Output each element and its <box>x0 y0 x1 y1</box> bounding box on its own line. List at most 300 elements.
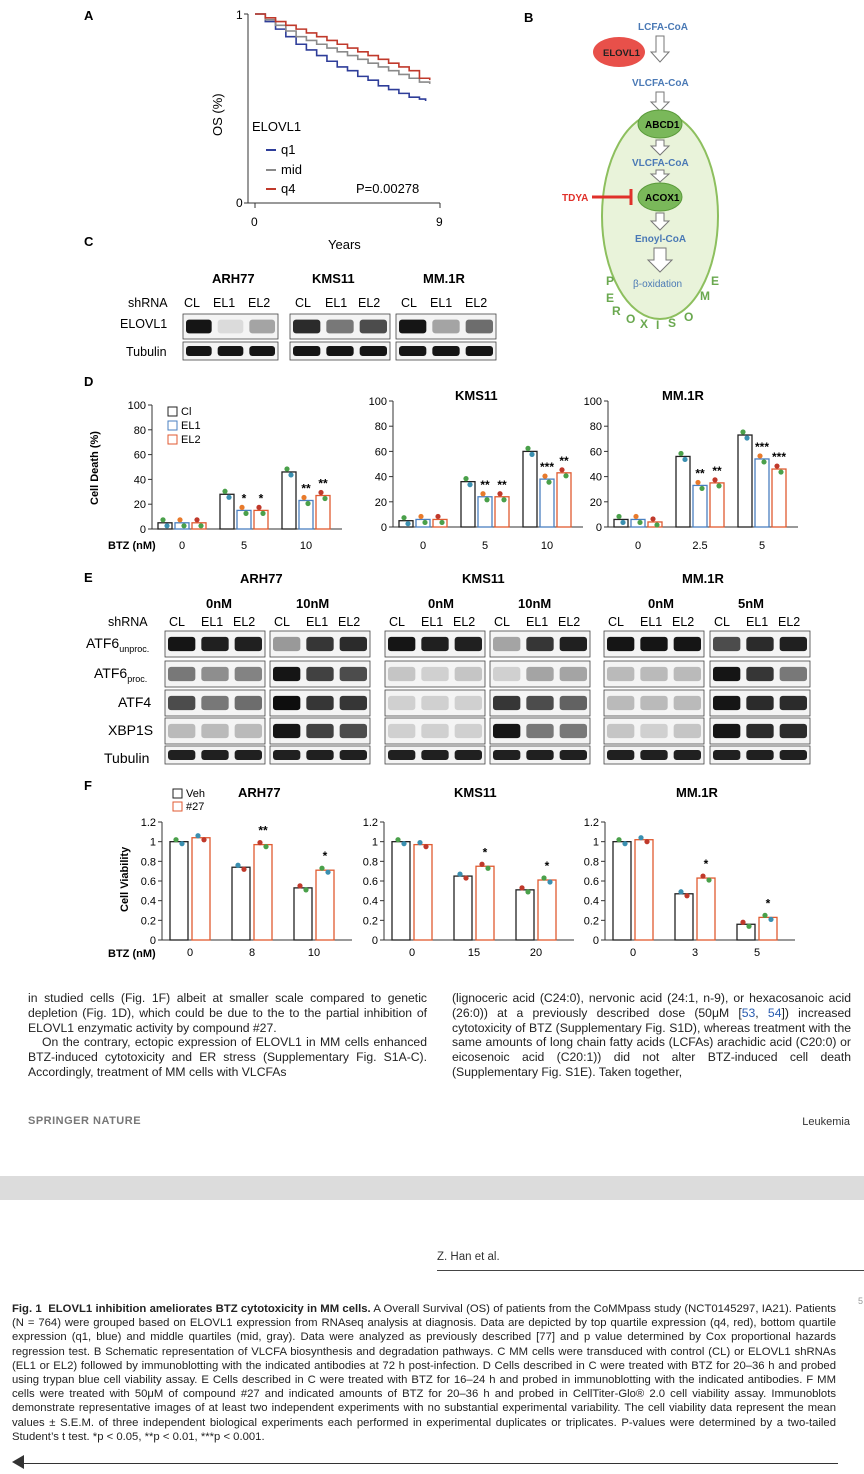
panel-label-d: D <box>84 374 94 389</box>
caption-label: Fig. 1 <box>12 1303 42 1315</box>
d-ytick-label: 100 <box>368 396 387 408</box>
e-blot-band <box>607 750 634 760</box>
d-bar <box>540 479 554 527</box>
e-blot-band <box>201 750 228 760</box>
e-lane: CL <box>169 615 185 629</box>
f-ytick-label: 1.2 <box>362 817 378 829</box>
f-point <box>762 913 767 918</box>
e-blot-band <box>526 750 553 760</box>
d-chart-title: MM.1R <box>662 388 704 403</box>
d-point <box>260 511 265 516</box>
e-lane: EL2 <box>338 615 361 629</box>
km-legend-title: ELOVL1 <box>252 119 302 134</box>
panel-d-charts <box>89 388 798 552</box>
d-ytick-label: 100 <box>583 396 602 408</box>
acox1-label: ACOX1 <box>645 193 680 204</box>
enoyl-coa-label: Enoyl-CoA <box>635 234 687 245</box>
c-blot-elovl1-band <box>186 320 212 334</box>
c-blot-tubulin-band <box>326 346 353 356</box>
d-point <box>288 472 293 477</box>
f-point <box>201 837 206 842</box>
d-ylabel: Cell Death (%) <box>89 431 101 505</box>
e-blot-band <box>607 667 634 681</box>
f-point <box>479 862 484 867</box>
d-legend-cl: Cl <box>181 406 192 418</box>
e-blot-band <box>493 637 520 651</box>
e-blot-band <box>388 724 415 738</box>
f-xtick-label: 10 <box>307 947 321 959</box>
e-blot-band <box>340 667 367 681</box>
d-point <box>620 520 625 525</box>
e-blot-band <box>421 696 448 710</box>
e-blot-band <box>674 667 701 681</box>
e-blot-band <box>713 667 740 681</box>
km-pvalue: P=0.00278 <box>356 181 420 196</box>
f-significance: * <box>544 859 550 874</box>
d-xtick-label: 0 <box>634 540 642 552</box>
d-bar <box>676 456 690 527</box>
e-blot-band <box>421 637 448 651</box>
d-point <box>160 517 165 522</box>
f-ytick-label: 1.2 <box>140 817 156 829</box>
d-point <box>322 496 327 501</box>
f-significance: * <box>765 896 771 911</box>
f-bar <box>454 876 472 940</box>
c-blot-elovl1-band <box>249 320 275 334</box>
d-ytick-label: 80 <box>374 421 387 434</box>
e-blot-band <box>560 667 587 681</box>
f-point <box>644 839 649 844</box>
f-point <box>303 887 308 892</box>
f-bar <box>697 878 715 940</box>
d-point <box>164 523 169 528</box>
f-ytick-label: 0 <box>371 935 378 947</box>
running-head: Z. Han et al. <box>437 1251 500 1263</box>
e-line-mm1r: MM.1R <box>682 571 724 586</box>
e-blot-band <box>780 696 807 710</box>
f-ytick-label: 0 <box>592 935 599 947</box>
km-legend-q4: q4 <box>281 181 296 196</box>
f-point <box>417 840 422 845</box>
arrow-icon <box>651 36 669 62</box>
d-bar <box>755 459 769 527</box>
c-blot-elovl1-band <box>360 320 387 334</box>
d-point <box>497 491 502 496</box>
f-bar <box>254 845 272 940</box>
d-xtick-label: 2.5 <box>692 540 708 552</box>
f-ytick-label: 0.4 <box>362 895 378 908</box>
f-point <box>457 871 462 876</box>
km-xtick-9: 9 <box>436 215 443 229</box>
d-point <box>318 490 323 495</box>
d-bar <box>557 473 571 527</box>
d-point <box>712 477 717 482</box>
panel-label-e: E <box>84 570 93 585</box>
abcd1-label: ABCD1 <box>645 120 680 131</box>
f-bar <box>392 842 410 940</box>
d-point <box>546 480 551 485</box>
f-significance: * <box>482 845 488 860</box>
c-row-label: ELOVL1 <box>120 317 168 331</box>
c-blot-tubulin-band <box>293 346 320 356</box>
f-bar <box>759 917 777 940</box>
d-bar <box>523 451 537 527</box>
e-blot-band <box>168 667 195 681</box>
f-ytick-label: 0.8 <box>362 856 378 869</box>
f-point <box>179 841 184 846</box>
c-blot-elovl1-band <box>466 320 493 334</box>
f-point <box>706 877 711 882</box>
f-bar <box>414 845 432 940</box>
e-row-label <box>94 665 147 684</box>
e-blot-band <box>201 667 228 681</box>
d-point <box>284 466 289 471</box>
d-significance: *** <box>771 450 787 465</box>
d-point <box>529 452 534 457</box>
e-blot-band <box>388 696 415 710</box>
km-xlabel: Years <box>328 237 361 252</box>
d-btz-label: BTZ (nM) <box>108 540 156 552</box>
f-xtick-label: 0 <box>186 947 194 959</box>
c-lane: EL2 <box>248 296 271 310</box>
peroxisome-letter: S <box>668 316 677 330</box>
c-blot-tubulin-band <box>218 346 244 356</box>
peroxisome-letter: E <box>606 291 615 305</box>
e-blot-band <box>201 724 228 738</box>
e-row-name: ATF6 <box>94 665 128 681</box>
e-blot-band <box>340 637 367 651</box>
e-row-label <box>86 635 149 654</box>
d-legend-swatch-cl <box>168 407 177 416</box>
lcfa-coa-label: LCFA-CoA <box>638 22 688 33</box>
e-row-name: ATF6 <box>86 635 120 651</box>
e-row-label: XBP1S <box>108 722 154 738</box>
e-blot-band <box>493 750 520 760</box>
f-ytick-label: 1 <box>149 836 156 849</box>
e-blot-band <box>493 724 520 738</box>
d-point <box>654 522 659 527</box>
d-point <box>405 521 410 526</box>
d-point <box>633 514 638 519</box>
e-blot-band <box>713 724 740 738</box>
panel-label-a: A <box>84 8 94 23</box>
d-xtick-label: 0 <box>419 540 427 552</box>
vlcfa-coa-label-1: VLCFA-CoA <box>632 78 689 89</box>
f-significance: ** <box>258 823 268 838</box>
d-point <box>222 489 227 494</box>
f-point <box>297 883 302 888</box>
e-lane: EL2 <box>672 615 695 629</box>
body-paragraph: On the contrary, ectopic expression of ELOVL1 in MM cells enhanced BTZ-induced cytotoxicity and ER stress (Supplementary Fig. S1A-C). Accordingly, treatment of MM cells with VLCFAs <box>28 1035 427 1079</box>
d-point <box>616 514 621 519</box>
f-legend-swatch-27 <box>173 802 182 811</box>
d-point <box>435 514 440 519</box>
km-series-mid <box>255 14 430 84</box>
e-lane: EL1 <box>201 615 224 629</box>
e-blot-band <box>201 637 228 651</box>
e-row-label: ATF4 <box>118 694 152 710</box>
journal-name: Leukemia <box>802 1116 850 1128</box>
d-ytick-label: 80 <box>133 424 146 437</box>
d-bar <box>316 496 330 529</box>
c-lane: CL <box>295 296 311 310</box>
d-ytick-label: 40 <box>133 474 146 487</box>
e-blot-band <box>713 696 740 710</box>
body-left-column <box>28 991 427 1080</box>
f-bar <box>316 870 334 940</box>
e-blot-band <box>526 724 553 738</box>
arrow-left-icon <box>12 1455 24 1469</box>
e-blot-band <box>273 667 300 681</box>
d-legend-el2: EL2 <box>181 434 201 446</box>
f-point <box>325 870 330 875</box>
f-point <box>319 866 324 871</box>
e-blot-band <box>493 667 520 681</box>
e-line-arh77: ARH77 <box>240 571 283 586</box>
d-ytick-label: 100 <box>127 400 146 412</box>
f-point <box>684 893 689 898</box>
f-xtick-label: 5 <box>753 947 761 959</box>
c-blot-elovl1-band <box>293 320 320 334</box>
f-point <box>740 920 745 925</box>
f-ytick-label: 0.8 <box>583 856 599 869</box>
f-point <box>768 917 773 922</box>
panel-e-blots <box>86 571 810 766</box>
e-blot-band <box>235 637 262 651</box>
km-legend-q1: q1 <box>281 142 296 157</box>
f-point <box>525 889 530 894</box>
d-ytick-label: 40 <box>589 471 602 484</box>
d-point <box>716 483 721 488</box>
e-blot-band <box>455 667 482 681</box>
d-point <box>194 517 199 522</box>
d-point <box>744 435 749 440</box>
d-point <box>198 523 203 528</box>
c-lane: EL1 <box>430 296 453 310</box>
f-ytick-label: 0.6 <box>362 876 378 888</box>
c-blot-elovl1-band <box>432 320 459 334</box>
d-point <box>559 467 564 472</box>
c-blot-elovl1-band <box>218 320 244 334</box>
d-bar <box>461 482 475 527</box>
d-bar <box>693 485 707 527</box>
e-shrna-label: shRNA <box>108 615 148 629</box>
f-bar <box>170 842 188 940</box>
f-legend-swatch-veh <box>173 789 182 798</box>
f-point <box>746 924 751 929</box>
f-xtick-label: 8 <box>248 947 256 959</box>
e-lane: EL1 <box>640 615 663 629</box>
f-point <box>235 863 240 868</box>
km-ylabel: OS (%) <box>210 93 225 136</box>
f-xtick-label: 0 <box>408 947 416 959</box>
f-point <box>463 875 468 880</box>
e-blot-band <box>640 696 667 710</box>
e-blot-band <box>455 750 482 760</box>
d-significance: * <box>241 491 247 506</box>
f-bar <box>538 880 556 940</box>
e-lane: EL2 <box>558 615 581 629</box>
f-point <box>195 833 200 838</box>
e-blot-band <box>306 750 333 760</box>
d-point <box>774 463 779 468</box>
reference-link[interactable]: 53 <box>741 1005 756 1020</box>
d-ytick-label: 20 <box>589 496 602 509</box>
d-legend-swatch-el1 <box>168 421 177 430</box>
e-blot-band <box>421 750 448 760</box>
f-legend-27: #27 <box>186 801 205 813</box>
f-point <box>519 885 524 890</box>
page-separator <box>0 1176 864 1200</box>
d-point <box>501 497 506 502</box>
c-blot-tubulin-band <box>249 346 275 356</box>
c-shrna-label: shRNA <box>128 296 168 310</box>
d-legend <box>168 406 201 446</box>
f-ytick-label: 0.6 <box>140 876 156 888</box>
reference-link[interactable]: 54 <box>767 1005 782 1020</box>
d-xtick-label: 5 <box>481 540 489 552</box>
e-blot-band <box>560 724 587 738</box>
e-blot-band <box>273 696 300 710</box>
peroxisome-letter: P <box>606 274 615 288</box>
e-blot-band <box>168 696 195 710</box>
c-line-kms11: KMS11 <box>312 271 355 286</box>
d-ytick-label: 40 <box>374 471 387 484</box>
e-blot-band <box>273 724 300 738</box>
f-legend <box>173 788 205 813</box>
e-lane: EL2 <box>778 615 801 629</box>
d-bar <box>710 483 724 527</box>
peroxisome-letter: O <box>626 312 636 326</box>
e-line-kms11: KMS11 <box>462 571 505 586</box>
e-blot-band <box>607 696 634 710</box>
d-ytick-label: 60 <box>589 446 602 459</box>
d-bar <box>220 494 234 529</box>
c-blot-tubulin-band <box>466 346 493 356</box>
e-row-label: Tubulin <box>104 750 150 766</box>
panel-c-blots <box>120 271 496 360</box>
e-blot-band <box>526 637 553 651</box>
e-blot-band <box>493 696 520 710</box>
km-curves <box>255 14 430 101</box>
f-bar <box>635 840 653 940</box>
c-row-label: Tubulin <box>126 345 167 359</box>
d-bar <box>772 469 786 527</box>
d-point <box>740 429 745 434</box>
vlcfa-pathway-diagram <box>562 22 719 332</box>
km-ytick-1: 1 <box>236 8 243 22</box>
c-line-mm1r: MM.1R <box>423 271 465 286</box>
bottom-rule <box>24 1463 838 1464</box>
d-ytick-label: 20 <box>133 499 146 512</box>
f-bar <box>516 890 534 940</box>
e-row-sub: unproc. <box>119 644 150 654</box>
e-blot-band <box>607 724 634 738</box>
d-point <box>525 446 530 451</box>
e-lane: CL <box>274 615 290 629</box>
d-point <box>401 515 406 520</box>
e-blot-band <box>780 637 807 651</box>
d-point <box>439 520 444 525</box>
c-lane: EL1 <box>325 296 348 310</box>
c-blot-tubulin-band <box>399 346 426 356</box>
c-blot-tubulin-band <box>186 346 212 356</box>
e-blot-band <box>421 724 448 738</box>
e-blot-band <box>640 667 667 681</box>
e-lane: EL1 <box>306 615 329 629</box>
e-blot-band <box>526 667 553 681</box>
e-blot-band <box>340 696 367 710</box>
d-point <box>463 476 468 481</box>
tdya-label: TDYA <box>562 193 589 204</box>
e-lane: EL2 <box>453 615 476 629</box>
f-point <box>401 841 406 846</box>
f-ytick-label: 0.2 <box>583 915 599 928</box>
f-ytick-label: 0.4 <box>140 895 156 908</box>
f-point <box>638 835 643 840</box>
caption-title: ELOVL1 inhibition ameliorates BTZ cytotoxicity in MM cells. <box>48 1303 371 1315</box>
e-blot-band <box>168 637 195 651</box>
f-xtick-label: 3 <box>691 947 699 959</box>
e-lane: CL <box>494 615 510 629</box>
c-blot-tubulin-band <box>432 346 459 356</box>
e-blot-band <box>306 637 333 651</box>
f-chart-title: MM.1R <box>676 785 718 800</box>
e-blot-band <box>455 724 482 738</box>
f-point <box>485 866 490 871</box>
f-bar <box>476 866 494 940</box>
f-ytick-label: 0.2 <box>362 915 378 928</box>
body-right-column <box>452 991 851 1080</box>
f-point <box>541 875 546 880</box>
e-lane: CL <box>714 615 730 629</box>
f-btz-label: BTZ (nM) <box>108 948 156 960</box>
f-significance: * <box>703 857 709 872</box>
e-dose: 5nM <box>738 596 764 611</box>
e-blot-band <box>713 750 740 760</box>
e-blot-band <box>780 724 807 738</box>
d-point <box>682 457 687 462</box>
e-dose: 0nM <box>206 596 232 611</box>
f-bar <box>737 924 755 940</box>
f-legend-veh: Veh <box>186 788 205 800</box>
e-dose: 10nM <box>518 596 552 611</box>
panel-f-charts <box>108 785 795 960</box>
publisher-logo: SPRINGER NATURE <box>28 1115 142 1127</box>
d-significance: ** <box>480 477 490 492</box>
d-xtick-label: 0 <box>178 540 186 552</box>
f-point <box>395 837 400 842</box>
e-blot-band <box>674 750 701 760</box>
d-bar <box>282 472 296 529</box>
d-xtick-label: 5 <box>758 540 766 552</box>
c-lane: EL2 <box>358 296 381 310</box>
d-point <box>650 516 655 521</box>
e-blot-band <box>713 637 740 651</box>
vlcfa-coa-label-2: VLCFA-CoA <box>632 158 689 169</box>
d-point <box>695 480 700 485</box>
e-lane: CL <box>389 615 405 629</box>
e-blot-band <box>526 696 553 710</box>
f-bar <box>675 894 693 940</box>
f-point <box>700 873 705 878</box>
d-ytick-label: 60 <box>374 446 387 459</box>
peroxisome-letter: I <box>656 318 660 332</box>
f-xtick-label: 0 <box>629 947 637 959</box>
d-point <box>256 505 261 510</box>
e-blot-band <box>640 637 667 651</box>
d-point <box>301 495 306 500</box>
